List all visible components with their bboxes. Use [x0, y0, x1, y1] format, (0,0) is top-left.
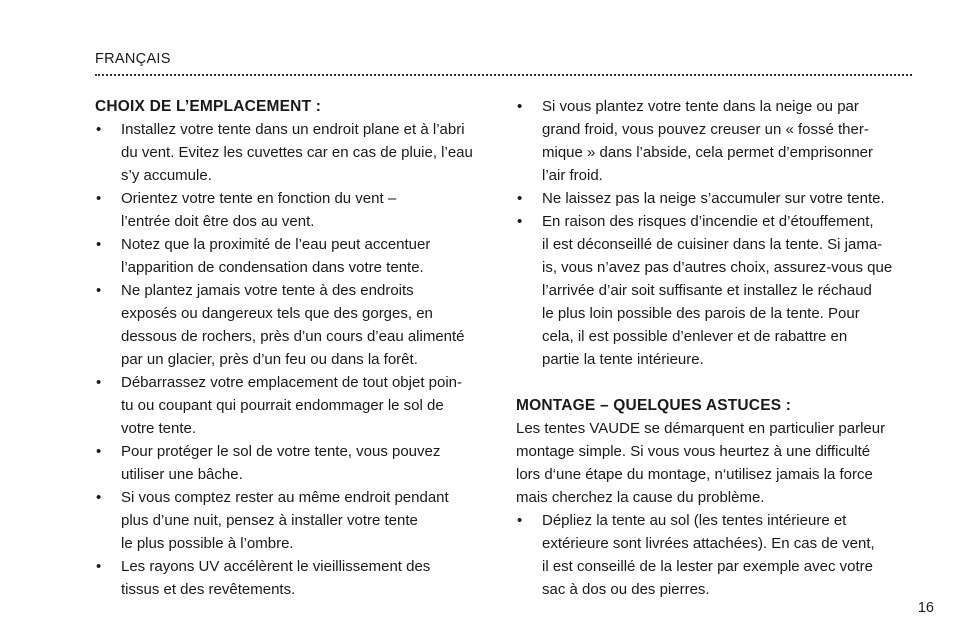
- bullet-item: [516, 210, 914, 371]
- site-choice-list: [95, 118, 495, 601]
- text-line: utiliser une bâche.: [121, 466, 243, 483]
- text-line: grand froid, vous pouvez creuser un « fossé ther-: [542, 121, 869, 138]
- bullet-icon: •: [96, 489, 102, 506]
- dotted-divider: [95, 74, 912, 76]
- bullet-text: [542, 512, 875, 598]
- text-line: Les tentes VAUDE se démarquent en particulier parleur: [516, 420, 886, 437]
- bullet-text: [121, 236, 430, 276]
- text-line: Dépliez la tente au sol (les tentes intérieure et: [542, 512, 847, 529]
- text-line: il est déconseillé de cuisiner dans la tente. Si jama-: [542, 236, 883, 253]
- heading-site-choice: CHOIX DE L’EMPLACEMENT :: [95, 98, 322, 115]
- bullet-item: [95, 440, 495, 486]
- bullet-item: [95, 118, 495, 187]
- text-line: cela, il est possible d’enlever et de rabattre en: [542, 328, 848, 345]
- text-line: l’air froid.: [542, 167, 603, 184]
- text-line: s’y accumule.: [121, 167, 212, 184]
- assembly-tips-list: [516, 509, 914, 601]
- bullet-text: [121, 121, 473, 184]
- bullet-icon: •: [96, 558, 102, 575]
- text-line: du vent. Evitez les cuvettes car en cas de pluie, l’eau: [121, 144, 473, 161]
- text-line: Orientez votre tente en fonction du vent –: [121, 190, 397, 207]
- bullet-text: [542, 98, 873, 184]
- text-line: dessous de rochers, près d’un cours d’eau alimenté: [121, 328, 465, 345]
- bullet-icon: •: [96, 236, 102, 253]
- bullet-icon: •: [96, 282, 102, 299]
- text-line: tissus et des revêtements.: [121, 581, 296, 598]
- bullet-icon: •: [517, 512, 523, 529]
- site-choice-list-continued: [516, 95, 914, 371]
- right-column: [516, 95, 914, 601]
- bullet-text: [121, 282, 465, 368]
- text-line: Notez que la proximité de l’eau peut accentuer: [121, 236, 431, 253]
- bullet-text: [542, 190, 885, 207]
- bullet-text: [542, 213, 892, 368]
- bullet-icon: •: [96, 121, 102, 138]
- text-line: Ne plantez jamais votre tente à des endroits: [121, 282, 414, 299]
- text-line: votre tente.: [121, 420, 197, 437]
- text-line: l’entrée doit être dos au vent.: [121, 213, 315, 230]
- text-line: mais cherchez la cause du problème.: [516, 489, 765, 506]
- bullet-item: [95, 555, 495, 601]
- bullet-icon: •: [517, 98, 523, 115]
- bullet-item: [95, 486, 495, 555]
- text-line: mique » dans l’abside, cela permet d’emprisonner: [542, 144, 874, 161]
- assembly-intro-paragraph: [516, 417, 914, 509]
- text-line: extérieure sont livrées attachées). En cas de vent,: [542, 535, 875, 552]
- bullet-item: [95, 187, 495, 233]
- bullet-item: [516, 187, 914, 210]
- text-line: il est conseillé de la lester par exemple avec votre: [542, 558, 873, 575]
- text-line: le plus possible à l’ombre.: [121, 535, 294, 552]
- bullet-icon: •: [96, 190, 102, 207]
- bullet-icon: •: [96, 374, 102, 391]
- section-spacer: [516, 371, 914, 394]
- text-line: plus d’une nuit, pensez à installer votre tente: [121, 512, 418, 529]
- text-line: le plus loin possible des parois de la tente. Pour: [542, 305, 860, 322]
- bullet-icon: •: [517, 213, 523, 230]
- text-line: Les rayons UV accélèrent le vieillissement des: [121, 558, 431, 575]
- bullet-item: [95, 371, 495, 440]
- text-line: montage simple. Si vous vous heurtez à une difficulté: [516, 443, 871, 460]
- text-line: sac à dos ou des pierres.: [542, 581, 710, 598]
- text-line: Si vous comptez rester au même endroit pendant: [121, 489, 449, 506]
- left-column: [95, 95, 495, 601]
- text-line: Si vous plantez votre tente dans la neige ou par: [542, 98, 859, 115]
- text-line: partie la tente intérieure.: [542, 351, 704, 368]
- section-language-label: FRANÇAIS: [95, 51, 171, 67]
- bullet-text: [121, 558, 430, 598]
- bullet-item: [95, 279, 495, 371]
- bullet-item: [516, 95, 914, 187]
- bullet-item: [516, 509, 914, 601]
- bullet-icon: •: [517, 190, 523, 207]
- text-line: exposés ou dangereux tels que des gorges, en: [121, 305, 433, 322]
- heading-assembly-tips: MONTAGE – QUELQUES ASTUCES :: [516, 397, 792, 414]
- text-line: tu ou coupant qui pourrait endommager le sol de: [121, 397, 444, 414]
- bullet-item: [95, 233, 495, 279]
- text-line: Ne laissez pas la neige s’accumuler sur votre tente.: [542, 190, 885, 207]
- bullet-text: [121, 190, 396, 230]
- text-line: Pour protéger le sol de votre tente, vous pouvez: [121, 443, 441, 460]
- text-line: Débarrassez votre emplacement de tout objet poin-: [121, 374, 463, 391]
- text-line: l’arrivée d’air soit suffisante et installez le réchaud: [542, 282, 872, 299]
- bullet-text: [121, 443, 440, 483]
- page-number: 16: [917, 600, 934, 616]
- text-line: En raison des risques d’incendie et d’étouffement,: [542, 213, 874, 230]
- bullet-text: [121, 489, 449, 552]
- bullet-text: [121, 374, 462, 437]
- text-line: par un glacier, près d’un feu ou dans la forêt.: [121, 351, 418, 368]
- text-line: l’apparition de condensation dans votre tente.: [121, 259, 424, 276]
- text-line: Installez votre tente dans un endroit plane et à l’abri: [121, 121, 465, 138]
- text-line: lors d‘une étape du montage, n‘utilisez jamais la force: [516, 466, 873, 483]
- text-line: is, vous n’avez pas d’autres choix, assurez-vous que: [542, 259, 893, 276]
- bullet-icon: •: [96, 443, 102, 460]
